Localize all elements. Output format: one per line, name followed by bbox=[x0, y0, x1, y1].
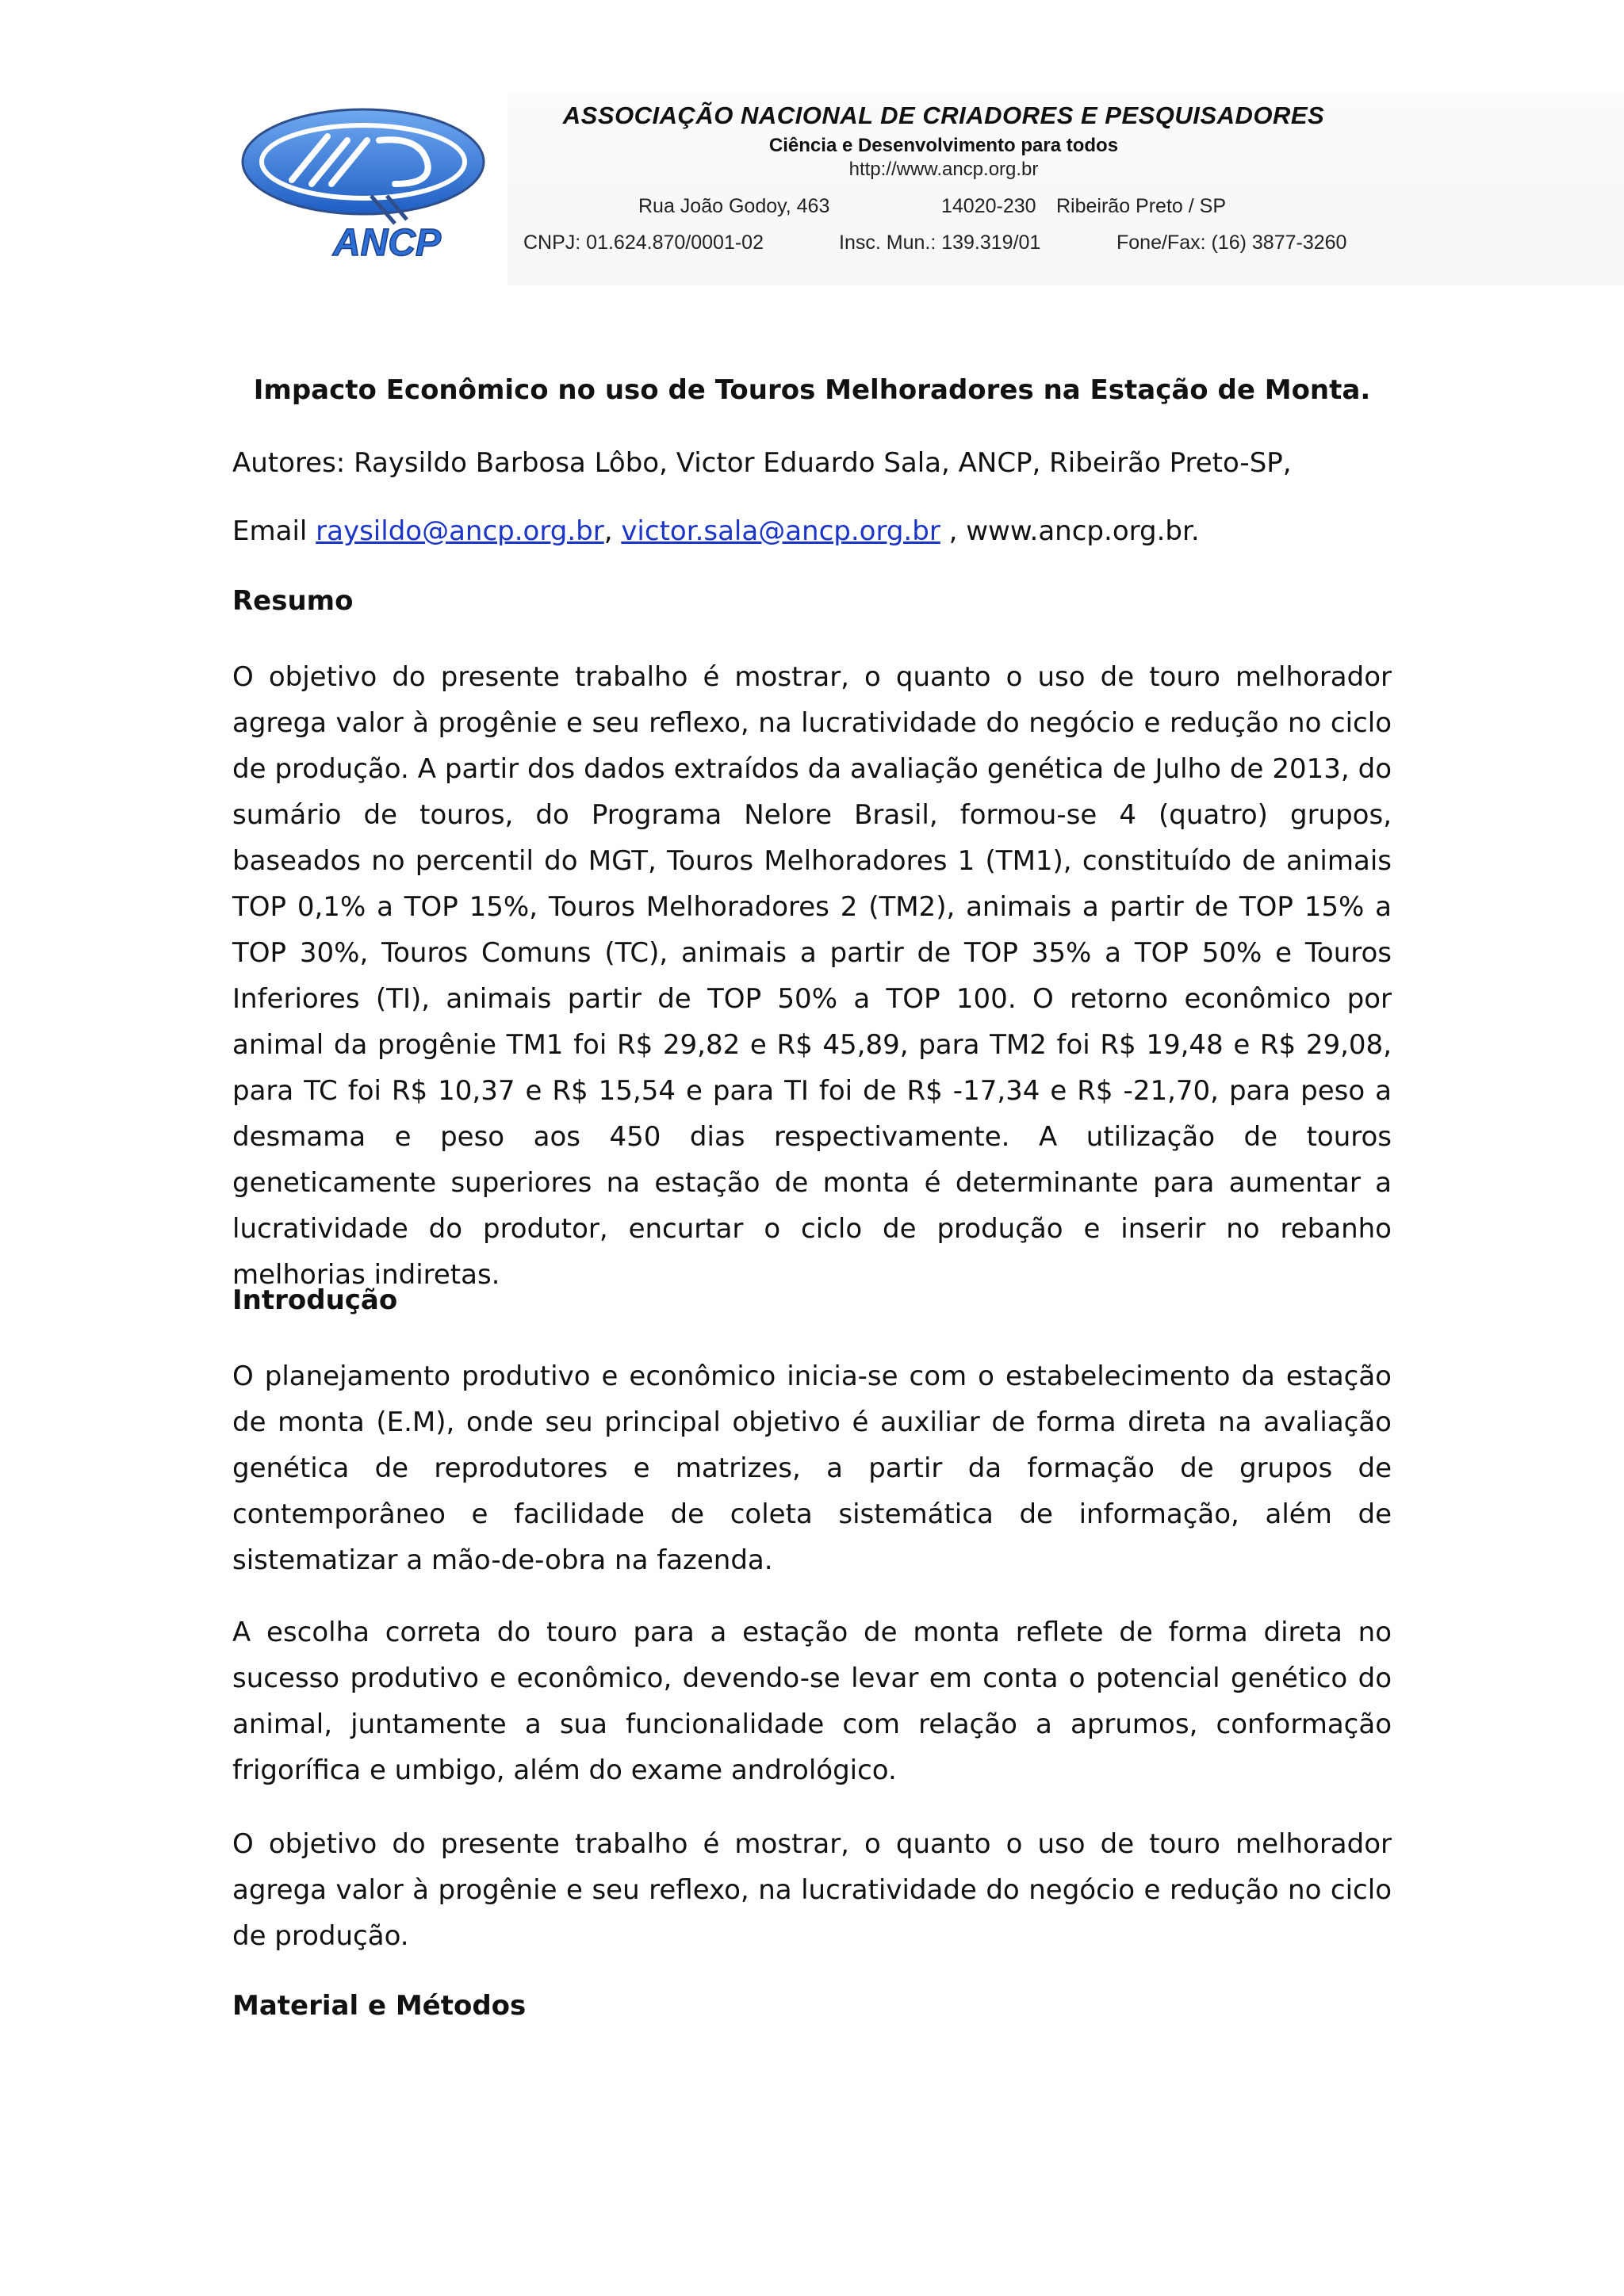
address-zip: 14020-230 bbox=[941, 195, 1036, 217]
email-link-raysildo[interactable]: raysildo@ancp.org.br bbox=[316, 515, 604, 547]
document-title: Impacto Econômico no uso de Touros Melhoradores na Estação de Monta. bbox=[253, 374, 1371, 406]
resumo-paragraph: O objetivo do presente trabalho é mostrar, o quanto o uso de touro melhorador agrega valor à progênie e seu reflexo, na lucratividade do negócio e redução no ciclo de produção. A partir dos dados extraídos da avaliação genética de Julho de 2013, do sumário de touros, do Programa Nelore Brasil, formou-se 4 (quatro) grupos, baseados no percentil do MGT, Touros Melhoradores 1 (TM1), constituído de animais TOP 0,1% a TOP 15%, Touros Melhoradores 2 (TM2), animais a partir de TOP 15% a TOP 30%, Touros Comuns (TC), animais a partir de TOP 35% a TOP 50% e Touros Inferiores (TI), animais partir de TOP 50% a TOP 100. O retorno econômico por animal da progênie TM1 foi R$ 29,82 e R$ 45,89, para TM2 foi R$ 19,48 e R$ 29,08, para TC foi R$ 10,37 e R$ 15,54 e para TI foi de R$ -17,34 e R$ -21,70, para peso a desmama e peso aos 450 dias respectivamente. A utilização de touros geneticamente superiores na estação de monta é determinante para aumentar a lucratividade do produtor, encurtar o ciclo de produção e inserir no rebanho melhorias indiretas. bbox=[232, 661, 1392, 1291]
introducao-paragraph-3: O objetivo do presente trabalho é mostrar, o quanto o uso de touro melhorador agrega valor à progênie e seu reflexo, na lucratividade do negócio e redução no ciclo de produção. bbox=[232, 1828, 1392, 1952]
organization-tagline: Ciência e Desenvolvimento para todos bbox=[768, 135, 1119, 156]
email-line bbox=[232, 515, 1392, 547]
introducao-heading: Introdução bbox=[232, 1284, 398, 1316]
organization-url[interactable]: http://www.ancp.org.br bbox=[848, 159, 1039, 180]
resumo-heading: Resumo bbox=[232, 585, 354, 617]
authors-line: Autores: Raysildo Barbosa Lôbo, Victor Eduardo Sala, ANCP, Ribeirão Preto-SP, bbox=[232, 447, 1292, 479]
cnpj: CNPJ: 01.624.870/0001-02 bbox=[523, 232, 764, 254]
address-city: Ribeirão Preto / SP bbox=[1056, 195, 1226, 217]
email-separator: , bbox=[603, 515, 613, 547]
introducao-paragraph-1: O planejamento produtivo e econômico inicia-se com o estabelecimento da estação de monta (E.M), onde seu principal objetivo é auxiliar de forma direta na avaliação genética de reprodutores e matrizes, a partir da formação de grupos de contemporâneo e facilidade de coleta sistemática de informação, além de sistematizar a mão-de-obra na fazenda. bbox=[232, 1360, 1392, 1576]
phone-fax: Fone/Fax: (16) 3877-3260 bbox=[1116, 232, 1347, 254]
logo-text: ANCP bbox=[332, 222, 442, 263]
ancp-logo bbox=[236, 105, 506, 263]
introducao-paragraph-2: A escolha correta do touro para a estação de monta reflete de forma direta no sucesso produtivo e econômico, devendo-se levar em conta o potencial genético do animal, juntamente a sua funcionalidade com relação a aprumos, conformação frigorífica e umbigo, além do exame andrológico. bbox=[232, 1617, 1392, 1786]
municipal-registration: Insc. Mun.: 139.319/01 bbox=[839, 232, 1041, 254]
organization-name: ASSOCIAÇÃO NACIONAL DE CRIADORES E PESQUISADORES bbox=[562, 101, 1325, 129]
email-label: Email bbox=[232, 515, 308, 547]
material-metodos-heading: Material e Métodos bbox=[232, 1990, 527, 2022]
address-street: Rua João Godoy, 463 bbox=[638, 195, 830, 217]
website-text: , www.ancp.org.br. bbox=[948, 515, 1200, 547]
email-link-victor[interactable]: victor.sala@ancp.org.br bbox=[621, 515, 940, 547]
